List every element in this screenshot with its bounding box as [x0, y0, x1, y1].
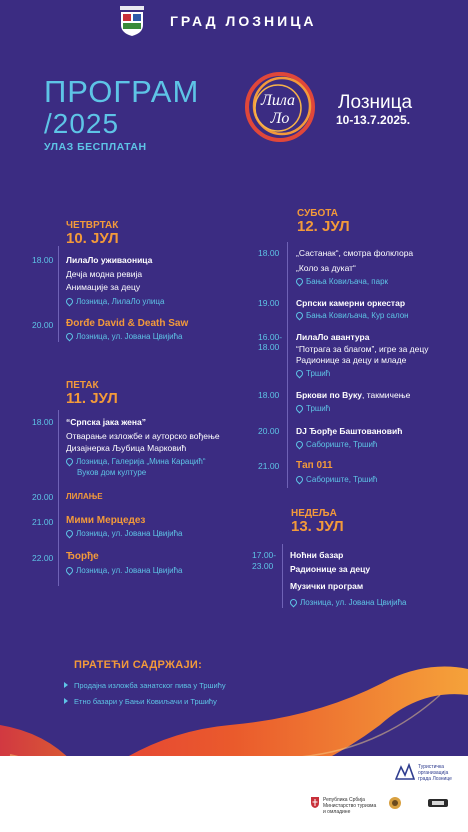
event-line: Радионице за децу и младе — [296, 355, 407, 365]
event-location — [296, 369, 330, 378]
location-pin-icon — [295, 475, 305, 485]
event-location-text: Лозница, ул. Јована Цвијића — [76, 332, 183, 341]
event-line: Отварање изложбе и ауторско вођење — [66, 431, 220, 441]
event-line: “Потрага за благом”, игре за децу — [296, 344, 429, 354]
event-location-text: Сабориште, Тршић — [306, 440, 378, 449]
event-title-bold: Бркови по Вуку — [296, 390, 362, 400]
event-location-text: Лозница, ул. Јована Цвијића — [76, 529, 183, 538]
event-title: Đorđe David & Death Saw — [66, 318, 189, 329]
event-location-text: Бања Ковиљача, Кур салон — [306, 311, 409, 320]
event-title — [296, 390, 410, 400]
sponsor-logo-icon — [428, 797, 448, 809]
ministry-label — [323, 797, 376, 815]
location-city: Лозница — [338, 92, 413, 113]
event-time: 18.00 — [32, 417, 54, 427]
event-title: ЛилаЛо авантура — [296, 332, 370, 342]
divider-sunday — [282, 544, 283, 608]
divider-friday — [58, 410, 59, 586]
event-location-text: Тршић — [306, 404, 331, 413]
event-line: Дизајнерка Љубица Марковић — [66, 443, 187, 453]
event-time: 16.00- — [258, 332, 283, 342]
city-crest-icon — [118, 5, 146, 37]
event-time: 20.00 — [32, 492, 54, 502]
friday-date: 11. ЈУЛ — [66, 390, 118, 407]
event-title-suffix: , такмичење — [361, 390, 411, 400]
event-location — [296, 440, 377, 449]
event-title: Српски камерни оркестар — [296, 298, 406, 308]
logo-text-line1: Лила — [260, 92, 296, 109]
sunday-item: Радионице за децу — [290, 564, 371, 574]
extras-title: ПРАТЕЋИ САДРЖАЈИ: — [74, 659, 203, 671]
ministry-line: и омладине — [323, 809, 351, 815]
event-location — [290, 598, 407, 607]
sunday-dayname: НЕДЕЉА — [291, 508, 337, 519]
event-location — [66, 332, 183, 341]
tourism-org-line: града Лознице — [418, 776, 452, 782]
location-pin-icon — [295, 369, 305, 379]
event-time: 20.00 — [32, 320, 54, 330]
location-pin-icon — [65, 297, 75, 307]
event-line: Анимације за децу — [66, 282, 141, 292]
location-pin-icon — [65, 332, 75, 342]
location-pin-icon — [289, 598, 299, 608]
event-location-text: Сабориште, Тршић — [306, 475, 378, 484]
saturday-dayname: СУБОТА — [297, 208, 338, 219]
serbia-crest-icon — [310, 796, 320, 809]
event-title: „Састанак“, смотра фолклора — [296, 248, 414, 258]
event-location-text: Лозница, ул. Јована Цвијића — [300, 598, 407, 607]
sunday-date: 13. ЈУЛ — [291, 518, 344, 535]
location-pin-icon — [295, 311, 305, 321]
location-pin-icon — [65, 529, 75, 539]
event-location-line2: Вуков дом културе — [77, 468, 147, 477]
logo-text-line2: Ло — [270, 110, 290, 127]
sunday-item: Ноћни базар — [290, 550, 344, 560]
event-location — [296, 404, 330, 413]
event-time: 19.00 — [258, 298, 280, 308]
event-time-end: 18.00 — [258, 342, 280, 352]
program-year: /2025 — [44, 108, 120, 139]
event-time: 21.00 — [32, 517, 54, 527]
event-time: 18.00 — [32, 255, 54, 265]
thursday-dayname: ЧЕТВРТАК — [66, 220, 119, 231]
location-pin-icon — [295, 277, 305, 287]
ministry-line: Министарство туризма — [323, 803, 377, 809]
location-pin-icon — [295, 440, 305, 450]
event-time-end: 23.00 — [252, 561, 274, 571]
location-pin-icon — [295, 404, 305, 414]
program-title: ПРОГРАМ — [44, 74, 200, 109]
event-location — [296, 475, 377, 484]
location-pin-icon — [65, 457, 75, 467]
event-title: DJ Ђорђе Баштовановић — [296, 426, 403, 436]
event-location-text: Бања Ковиљача, парк — [306, 277, 389, 286]
extras-item-text: Продајна изложба занатског пива у Тршићу — [74, 681, 226, 690]
saturday-date: 12. ЈУЛ — [297, 218, 350, 235]
event-title: Ђорђе — [66, 551, 99, 562]
tourism-org-line: организација — [418, 770, 449, 776]
event-title: Мими Мерцедез — [66, 515, 146, 526]
friday-dayname: ПЕТАК — [66, 380, 99, 391]
event-location — [296, 277, 388, 286]
event-line: „Коло за дукат“ — [296, 263, 356, 273]
event-location — [296, 311, 409, 320]
tourism-org-line: Туристичка — [418, 764, 445, 770]
event-location-text: Лозница, ул. Јована Цвијића — [76, 566, 183, 575]
event-title: “Српска јака жена” — [66, 417, 146, 427]
event-location — [66, 457, 206, 466]
city-title: ГРАД ЛОЗНИЦА — [170, 13, 317, 29]
divider-thursday — [58, 246, 59, 342]
location-pin-icon — [65, 566, 75, 576]
ministry-line: Република Србија — [323, 797, 365, 803]
sponsor-logo-icon — [388, 796, 402, 810]
event-title: ЛИЛАЊЕ — [66, 492, 103, 501]
event-time: 18.00 — [258, 390, 280, 400]
event-title: Tап 011 — [296, 460, 333, 471]
event-line: Дечја модна ревија — [66, 269, 143, 279]
event-time: 22.00 — [32, 553, 54, 563]
event-time: 20.00 — [258, 426, 280, 436]
event-location-text: Лозница, ЛилаЛо улица — [76, 297, 165, 306]
divider-saturday — [287, 242, 288, 488]
event-title: ЛилаЛо уживаоница — [66, 255, 153, 265]
extras-item-text: Етно базари у Бањи Ковиљачи и Тршићу — [74, 697, 217, 706]
tourism-logo-icon — [395, 763, 415, 781]
free-entry-label: УЛАЗ БЕСПЛАТАН — [44, 141, 147, 153]
thursday-date: 10. ЈУЛ — [66, 230, 119, 247]
event-time: 18.00 — [258, 248, 280, 258]
tourism-org-label — [418, 764, 452, 782]
event-location — [66, 566, 183, 575]
event-time: 21.00 — [258, 461, 280, 471]
sunday-item: Музички програм — [290, 581, 364, 591]
event-time: 17.00- — [252, 550, 277, 560]
event-location — [66, 297, 164, 306]
event-location-text: Тршић — [306, 369, 331, 378]
festival-dates: 10-13.7.2025. — [336, 113, 411, 127]
event-location — [66, 529, 183, 538]
lilalo-logo — [234, 68, 328, 146]
event-location-text: Лозница, Галерија „Мина Карацић“ — [76, 457, 206, 466]
